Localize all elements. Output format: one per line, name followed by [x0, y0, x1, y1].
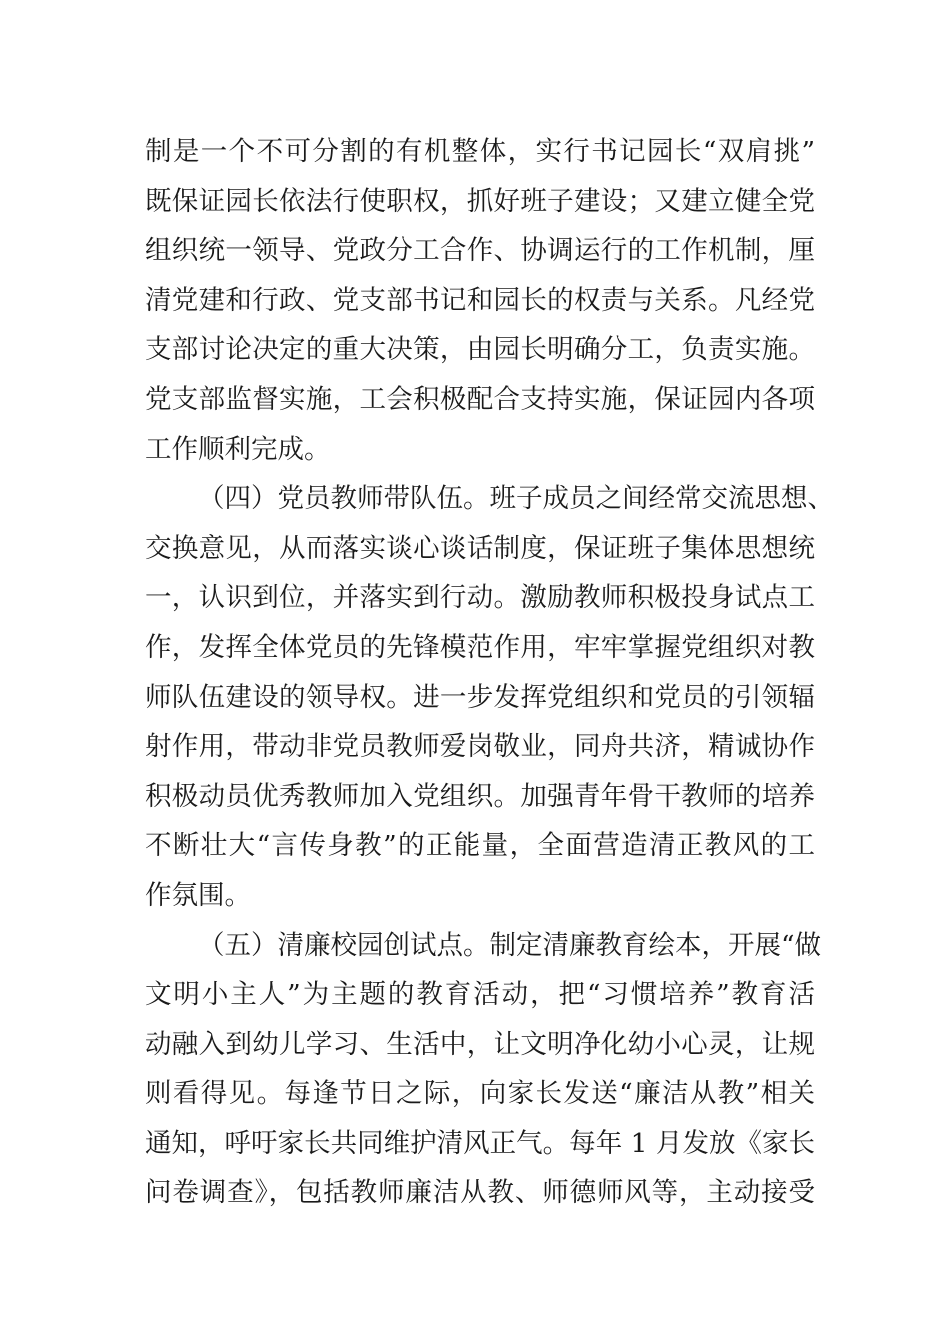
text-line: 工作顺利完成。 — [145, 433, 331, 465]
text-line: 问卷调查》，包括教师廉洁从教、师德师风等，主动接受 — [145, 1177, 815, 1209]
text-line: 动融入到幼儿学习、生活中，让文明净化幼小心灵，让规 — [145, 1028, 815, 1060]
text-line: 师队伍建设的领导权。进一步发挥党组织和党员的引领辐 — [145, 681, 815, 713]
text-line: 组织统一领导、党政分工合作、协调运行的工作机制，厘 — [145, 235, 815, 267]
text-line: 文明小主人”为主题的教育活动，把“习惯培养”教育活 — [145, 979, 815, 1011]
text-line: 作，发挥全体党员的先锋模范作用，牢牢掌握党组织对教 — [145, 631, 815, 663]
body-text — [145, 127, 834, 1218]
text-line: 积极动员优秀教师加入党组织。加强青年骨干教师的培养 — [145, 780, 815, 812]
text-line: 一，认识到位，并落实到行动。激励教师积极投身试点工 — [145, 582, 815, 614]
paragraph-heading-4: （四）党员教师带队伍。班子成员之间经常交流思想、 — [198, 483, 834, 515]
text-line: 通知，呼吁家长共同维护清风正气。每年 1 月发放《家长 — [145, 1127, 815, 1159]
text-line: 交换意见，从而落实谈心谈话制度，保证班子集体思想统 — [145, 532, 815, 564]
text-line: 制是一个不可分割的有机整体，实行书记园长“双肩挑” — [145, 136, 815, 167]
text-line: 不断壮大“言传身教”的正能量，全面营造清正教风的工 — [145, 830, 815, 862]
text-line: 既保证园长依法行使职权，抓好班子建设；又建立健全党 — [145, 185, 815, 217]
text-line: 射作用，带动非党员教师爱岗敬业，同舟共济，精诚协作 — [145, 731, 815, 763]
paragraph-heading-5: （五）清廉校园创试点。制定清廉教育绘本，开展“做 — [198, 929, 822, 961]
text-line: 清党建和行政、党支部书记和园长的权责与关系。凡经党 — [145, 284, 815, 316]
text-line: 党支部监督实施，工会积极配合支持实施，保证园内各项 — [145, 383, 815, 415]
text-line: 支部讨论决定的重大决策，由园长明确分工，负责实施。 — [145, 334, 815, 366]
text-line: 作氛围。 — [145, 879, 251, 911]
text-line: 则看得见。每逢节日之际，向家长发送“廉洁从教”相关 — [145, 1078, 815, 1110]
